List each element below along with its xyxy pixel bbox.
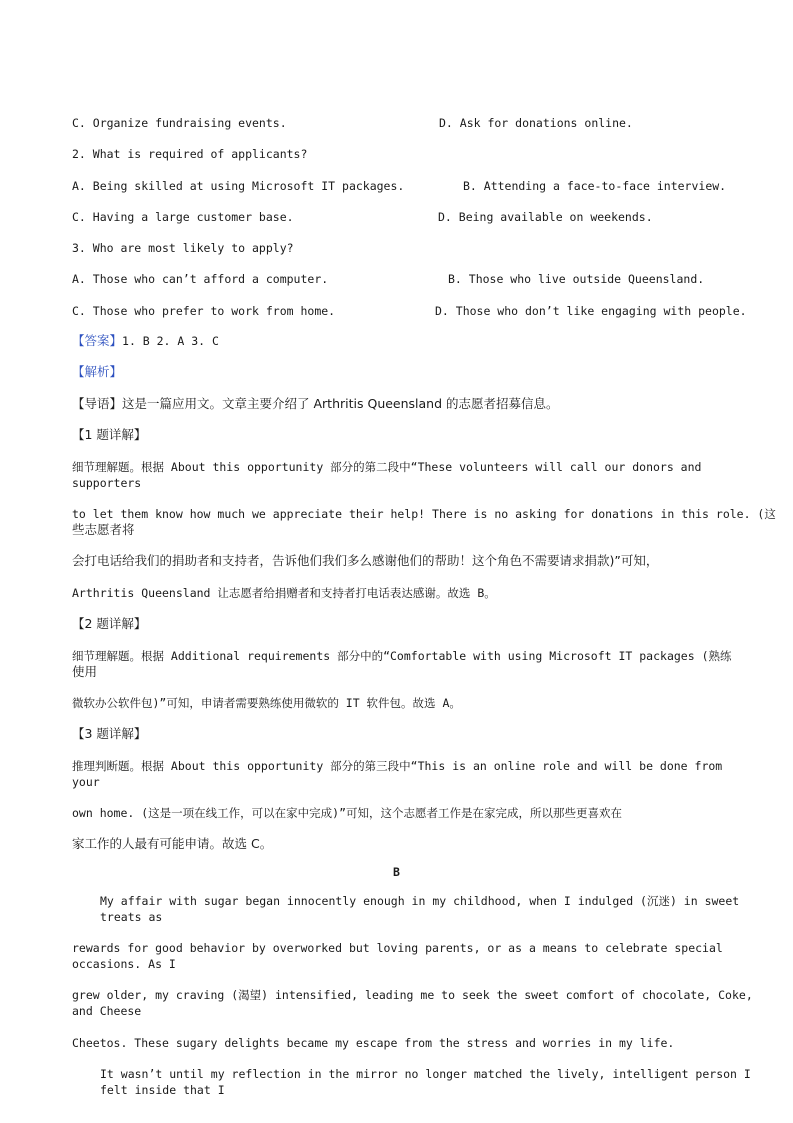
- q2-option-a: A. Being skilled at using Microsoft IT packages.: [72, 179, 405, 193]
- detail3-tag: 【3 题详解】: [72, 726, 147, 741]
- detail3-line2: own home. (这是一项在线工作，可以在家中完成)”可知，这个志愿者工作是在家完成，所以那些更喜欢在: [72, 806, 623, 820]
- passage-p2a: rewards for good behavior by overworked but loving parents, or as a means to celebrate special: [72, 941, 723, 955]
- detail3-line1b: your: [72, 775, 100, 789]
- detail1-line1a: 细节理解题。根据 About this opportunity 部分的第二段中“These volunteers will call our donors and: [72, 460, 702, 474]
- passage-p1b: treats as: [100, 910, 163, 924]
- analysis-tag-line: [72, 364, 122, 380]
- q2-option-b: B. Attending a face-to-face interview.: [463, 179, 727, 193]
- passage-p5a: It wasn’t until my reflection in the mirror no longer matched the lively, intelligent person I: [100, 1067, 751, 1081]
- detail1-line1b: supporters: [72, 476, 142, 490]
- q3-option-b: B. Those who live outside Queensland.: [448, 272, 705, 286]
- detail2-tag: 【2 题详解】: [72, 616, 147, 631]
- q3-option-a: A. Those who can’t afford a computer.: [72, 272, 329, 286]
- detail3-line3: 家工作的人最有可能申请。故选 C。: [72, 836, 273, 851]
- answer-tag: 【答案】: [72, 333, 123, 348]
- q2-option-c: C. Having a large customer base.: [72, 210, 294, 224]
- passage-p3b: and Cheese: [72, 1004, 142, 1018]
- passage-p4: Cheetos. These sugary delights became my escape from the stress and worries in my life.: [72, 1036, 675, 1050]
- passage-p5b: felt inside that I: [100, 1083, 225, 1097]
- passage-p2b: occasions. As I: [72, 957, 176, 971]
- guide-tag: 【导语】: [72, 396, 123, 411]
- analysis-tag: 【解析】: [72, 364, 123, 379]
- passage-p3a: grew older, my craving (渴望) intensified, leading me to seek the sweet comfort of chocolate, Coke,: [72, 988, 753, 1002]
- q2-stem: 2. What is required of applicants?: [72, 147, 308, 161]
- detail1-line2b: 些志愿者将: [72, 522, 135, 537]
- detail2-line1a: 细节理解题。根据 Additional requirements 部分中的“Comfortable with using Microsoft IT packages (熟练: [72, 649, 732, 663]
- detail1-tag: 【1 题详解】: [72, 427, 147, 442]
- passage-p1a: My affair with sugar began innocently enough in my childhood, when I indulged (沉迷) in sweet: [100, 894, 740, 908]
- answer-line: [72, 333, 219, 349]
- q1-option-d: D. Ask for donations online.: [439, 116, 633, 130]
- guide-text: 这是一篇应用文。文章主要介绍了 Arthritis Queensland 的志愿者招募信息。: [122, 396, 559, 411]
- q3-option-c: C. Those who prefer to work from home.: [72, 304, 336, 318]
- detail2-line1b: 使用: [72, 664, 98, 679]
- answer-text: 1. B 2. A 3. C: [122, 334, 219, 348]
- detail1-line3: 会打电话给我们的捐助者和支持者，告诉他们我们多么感谢他们的帮助！这个角色不需要请求捐款)”可知，: [72, 553, 659, 568]
- detail2-line2: 微软办公软件包)”可知，申请者需要熟练使用微软的 IT 软件包。故选 A。: [72, 696, 461, 710]
- q3-option-d: D. Those who don’t like engaging with people.: [435, 304, 747, 318]
- q3-stem: 3. Who are most likely to apply?: [72, 241, 294, 255]
- detail3-line1a: 推理判断题。根据 About this opportunity 部分的第三段中“This is an online role and will be done from: [72, 759, 723, 773]
- guide-line: [72, 396, 559, 412]
- q2-option-d: D. Being available on weekends.: [438, 210, 653, 224]
- detail1-line4: Arthritis Queensland 让志愿者给捐赠者和支持者打电话表达感谢。故选 B。: [72, 586, 496, 600]
- section-b-heading: B: [393, 865, 400, 879]
- q1-option-c: C. Organize fundraising events.: [72, 116, 287, 130]
- detail1-line2a: to let them know how much we appreciate their help! There is no asking for donations in this role. (这: [72, 507, 776, 521]
